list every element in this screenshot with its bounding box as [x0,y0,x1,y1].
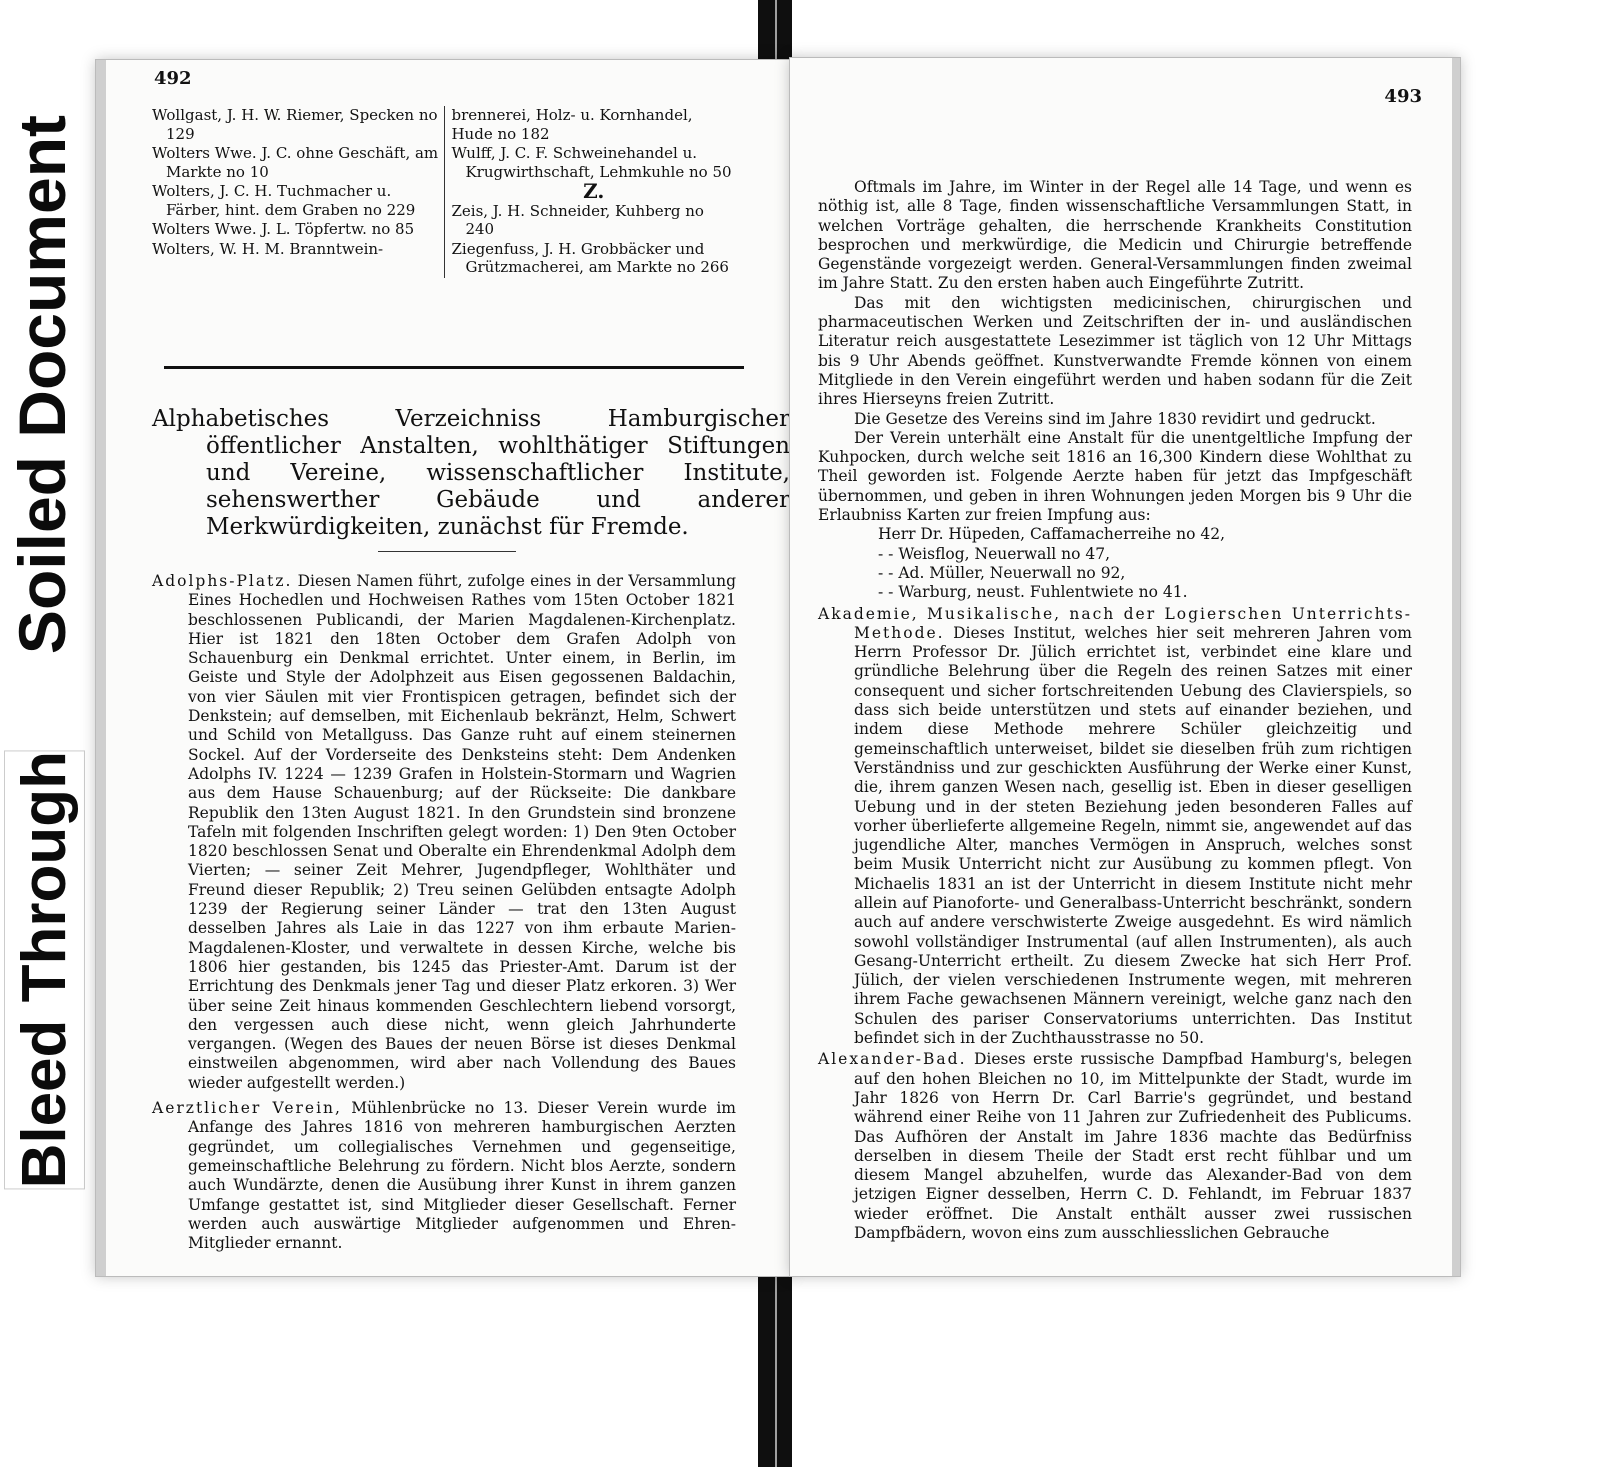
entry-adolphs-platz [152,572,736,1093]
entry-text: Mühlenbrücke no 13. Dieser Verein wurde im Anfange des Jahres 1816 von mehreren hamburgischen Aerzten gegründet, um collegialisches Vernehmen und gegenseitige, gemeinschaftliche Belehrung zu fördern. Nicht blos Aerzte, sondern auch Wundärzte, denen die Ausübung ihrer Kunst in ihrem ganzen Umfange gestattet ist, sind Mitglieder dieser Gesellschaft. Ferner werden auch auswärtige Mitglieder aufgenommen und Ehren-Mitglieder ernannt. [188,1099,736,1253]
paragraph: Der Verein unterhält eine Anstalt für die unentgeltliche Impfung der Kuhpocken, durch welche seit 1816 an 16,300 Kindern diese Wohlthat zu Theil geworden ist. Folgende Aerzte haben für jetzt das Impfgeschäft übernommen, und geben in ihren Wohnungen jeden Morgen bis 9 Uhr die Erlaubniss Karten zur freien Impfung aus: [818,428,1412,525]
address-column-2 [445,106,736,278]
address-column-1 [152,106,445,278]
section-rule [164,366,744,369]
entry-akademie [818,605,1412,1049]
page-number-right: 493 [1384,86,1422,107]
address-entry: Wolters, W. H. M. Branntwein- [152,239,384,258]
right-page [790,58,1460,1276]
bleed-through-label: Bleed Through [4,750,85,1189]
entry-text: Dieses Institut, welches hier seit mehreren Jahren vom Herrn Professor Dr. Jülich errichtet ist, verbindet eine klare und gründliche Belehrung über die Regeln des reinen Satzes mit einer consequent und sicher fortschreitenden Uebung des Clavierspiels, so dass sich beide unterstützen und stets auf einander beziehen, und indem diese Methode mehrere Schüler gleichzeitig und gemeinschaftlich unterweiset, bildet sie dieselben früh zum richtigen Verständniss und zur geschickten Ausführung der Werke einer Kunst, die, ihrem ganzen Wesen nach, gesellig ist. Eben in dieser geselligen Uebung und in der steten Beziehung jeden besonderen Falles auf vorher überlieferte allgemeine Regeln, nimmt sie, angewendet auf das jugendliche Alter, manches Vermögen in Anspruch, welches sonst beim Musik Unterricht nicht zur Ausübung zu kommen pflegt. Von Michaelis 1831 an ist der Unterricht in diesem Institute nicht mehr allein auf Pianoforte- und Generalbass-Unterricht beschränkt, sondern auch auf andere verschwisterte Zweige ausgedehnt. Es wird nämlich sowohl vollständiger Instrumental (auf allen Instrumenten), als auch Gesang-Unterricht ertheilt. Zu diesem Zwecke hat sich Herr Prof. Jülich, der vielen verschiedenen Instrumente wegen, mit mehreren ihrem Fache gewachsenen Männern vereinigt, welche ganz nach den Schulen des pariser Conservatoriums unterrichten. Das Institut befindet sich in der Zuchthausstrasse no 50. [854,623,1412,1048]
address-entry: Wulff, J. C. F. Schweinehandel u. Krugwirthschaft, Lehmkuhle no 50 [451,144,732,181]
paragraph: Das mit den wichtigsten medicinischen, chirurgischen und pharmaceutischen Werken und Zeitschriften der in- und ausländischen Literatur reich ausgestattete Lesezimmer ist täglich von 12 Uhr Mittags bis 9 Uhr Abends geöffnet. Kunstverwandte Fremde können von einem Mitgliede in den Verein eingeführt werden und haben sodann für die Zeit ihres Hierseyns freien Zutritt. [818,293,1412,409]
doctor-line: - - Weisflog, Neuerwall no 47, [878,544,1111,563]
address-entry: Wollgast, J. H. W. Riemer, Specken no 129 [152,106,438,143]
entry-title: Akademie, Musikalische, nach der Logierschen Unterrichts-Methode. [818,604,1412,642]
entry-alexander-bad [818,1050,1412,1243]
page-number-left: 492 [154,68,192,89]
address-entry: Wolters Wwe. J. L. Töpfertw. no 85 [152,220,415,238]
left-body [152,572,736,1255]
doctor-line: - - Warburg, neust. Fuhlentwiete no 41. [878,583,1188,602]
right-body [818,178,1412,1245]
entry-text: Diesen Namen führt, zufolge eines in der Versammlung Eines Hochedlen und Hochweisen Rathes vom 15ten October 1821 beschlossenen Publicandi, der Marien Magdalenen-Kirchenplatz. Hier ist 1821 den 18ten October dem Grafen Adolph von Schauenburg ein Denkmal errichtet. Unter einem, in Berlin, im Geiste und Style der Adolphzeit aus Eisen gegossenen Baldachin, von vier Säulen mit vier Frontispicen getragen, befindet sich der Denkstein; auf demselben, mit Eichenlaub bekränzt, Helm, Schwert und Schild von Metallguss. Das Ganze ruht auf einem steinernen Sockel. Auf der Vorderseite des Denksteins steht: Dem Andenken Adolphs IV. 1224 — 1239 Grafen in Holstein-Stormarn und Wagrien aus dem Hause Schauenburg; auf der Rückseite: Die dankbare Republik den 13ten August 1821. In den Grundstein sind bronzene Tafeln mit folgenden Inschriften gelegt worden: 1) Den 9ten October 1820 beschlossen Senat und Oberalte ein Ehrendenkmal Adolph dem Vierten; — seiner Zeit Mehrer, Jugendpfleger, Wohlthäter und Freund dieser Republik; 2) Treu seinen Gelübden entsagte Adolph 1239 der Regierung seiner Länder — trat den 13ten August desselben Jahres als Laie in das 1227 von ihm erbaute Marien-Magdalenen-Kloster, und verwaltete in dessen Kirche, welche bis 1806 hier gestanden, bis 1245 das Priester-Amt. Darum ist der Errichtung des Denkmals jener Tag und dieser Platz erkoren. 3) Wer über seine Zeit hinaus kommenden Geschlechtern liebend vorsorgt, den vergessen auch diese nicht, wenn gleich Jahrhunderte vergangen. (Wegen des Baues der neuen Börse ist dieses Denkmal einstweilen abgenommen, wird aber nach Vollendung des Baues wieder aufgestellt werden.) [188,572,736,1092]
doctor-line: - - Ad. Müller, Neuerwall no 92, [878,563,1126,582]
address-entry: Zeis, J. H. Schneider, Kuhberg no 240 [451,201,704,238]
left-page [96,60,792,1276]
soiled-document-label: Soiled Document [5,115,79,655]
short-divider [378,551,516,552]
address-entry: Wolters Wwe. J. C. ohne Geschäft, am Markte no 10 [152,144,439,181]
entry-text: Dieses erste russische Dampfbad Hamburg's, belegen auf den hohen Bleichen no 10, im Mittelpunkte der Stadt, wurde im Jahr 1826 von Herrn Dr. Carl Barrie's gegründet, und bestand während einer Reihe von 11 Jahren zur Zufriedenheit des Publicums. Das Aufhören der Anstalt im Jahre 1836 machte das Bedürfniss derselben in diesem Theile der Stadt erst recht fühlbar und um diesem Mangel abzuhelfen, wurde das Alexander-Bad von dem jetzigen Eigner desselben, Herrn C. D. Fehlandt, im Februar 1837 wieder eröffnet. Die Anstalt enthält ausser zwei russischen Dampfbädern, wovon eins zum ausschliesslichen Gebrauche [854,1050,1412,1243]
address-columns [152,106,736,278]
entry-title: Adolphs-Platz. [152,572,293,590]
entry-title: Aerztlicher Verein, [152,1099,342,1118]
doctor-line: Herr Dr. Hüpeden, Caffamacherreihe no 42, [878,525,1226,544]
address-entry: Ziegenfuss, J. H. Grobbäcker und Grützmacherei, am Markte no 266 [451,239,729,276]
section-letter: Z. [583,179,605,203]
section-heading: Alphabetisches Verzeichniss Hamburgischer öffentlicher Anstalten, wohlthätiger Stiftungen und Vereine, wissenschaftlicher Institute, sehenswerther Gebäude und anderer Merkwürdigkeiten, zunächst für Fremde. [152,406,790,540]
entry-title: Alexander-Bad. [818,1050,967,1069]
paragraph: Oftmals im Jahre, im Winter in der Regel alle 14 Tage, und wenn es nöthig ist, alle 8 Tage, finden wissenschaftliche Versammlungen Statt, in welchen Vorträge gehalten, die herrschende Krankheits Constitution besprochen und merkwürdige, die Medicin und Chirurgie betreffende Gegenstände vorgezeigt werden. General-Versammlungen finden zweimal im Jahre Statt. Zu den ersten haben auch Eingeführte Zutritt. [818,178,1412,293]
entry-aerztlicher-verein [152,1099,736,1253]
paragraph: Die Gesetze des Vereins sind im Jahre 1830 revidirt und gedruckt. [854,409,1376,428]
address-entry: brennerei, Holz- u. Kornhandel, Hude no 182 [451,106,693,143]
address-entry: Wolters, J. C. H. Tuchmacher u. Färber, hint. dem Graben no 229 [152,182,416,219]
